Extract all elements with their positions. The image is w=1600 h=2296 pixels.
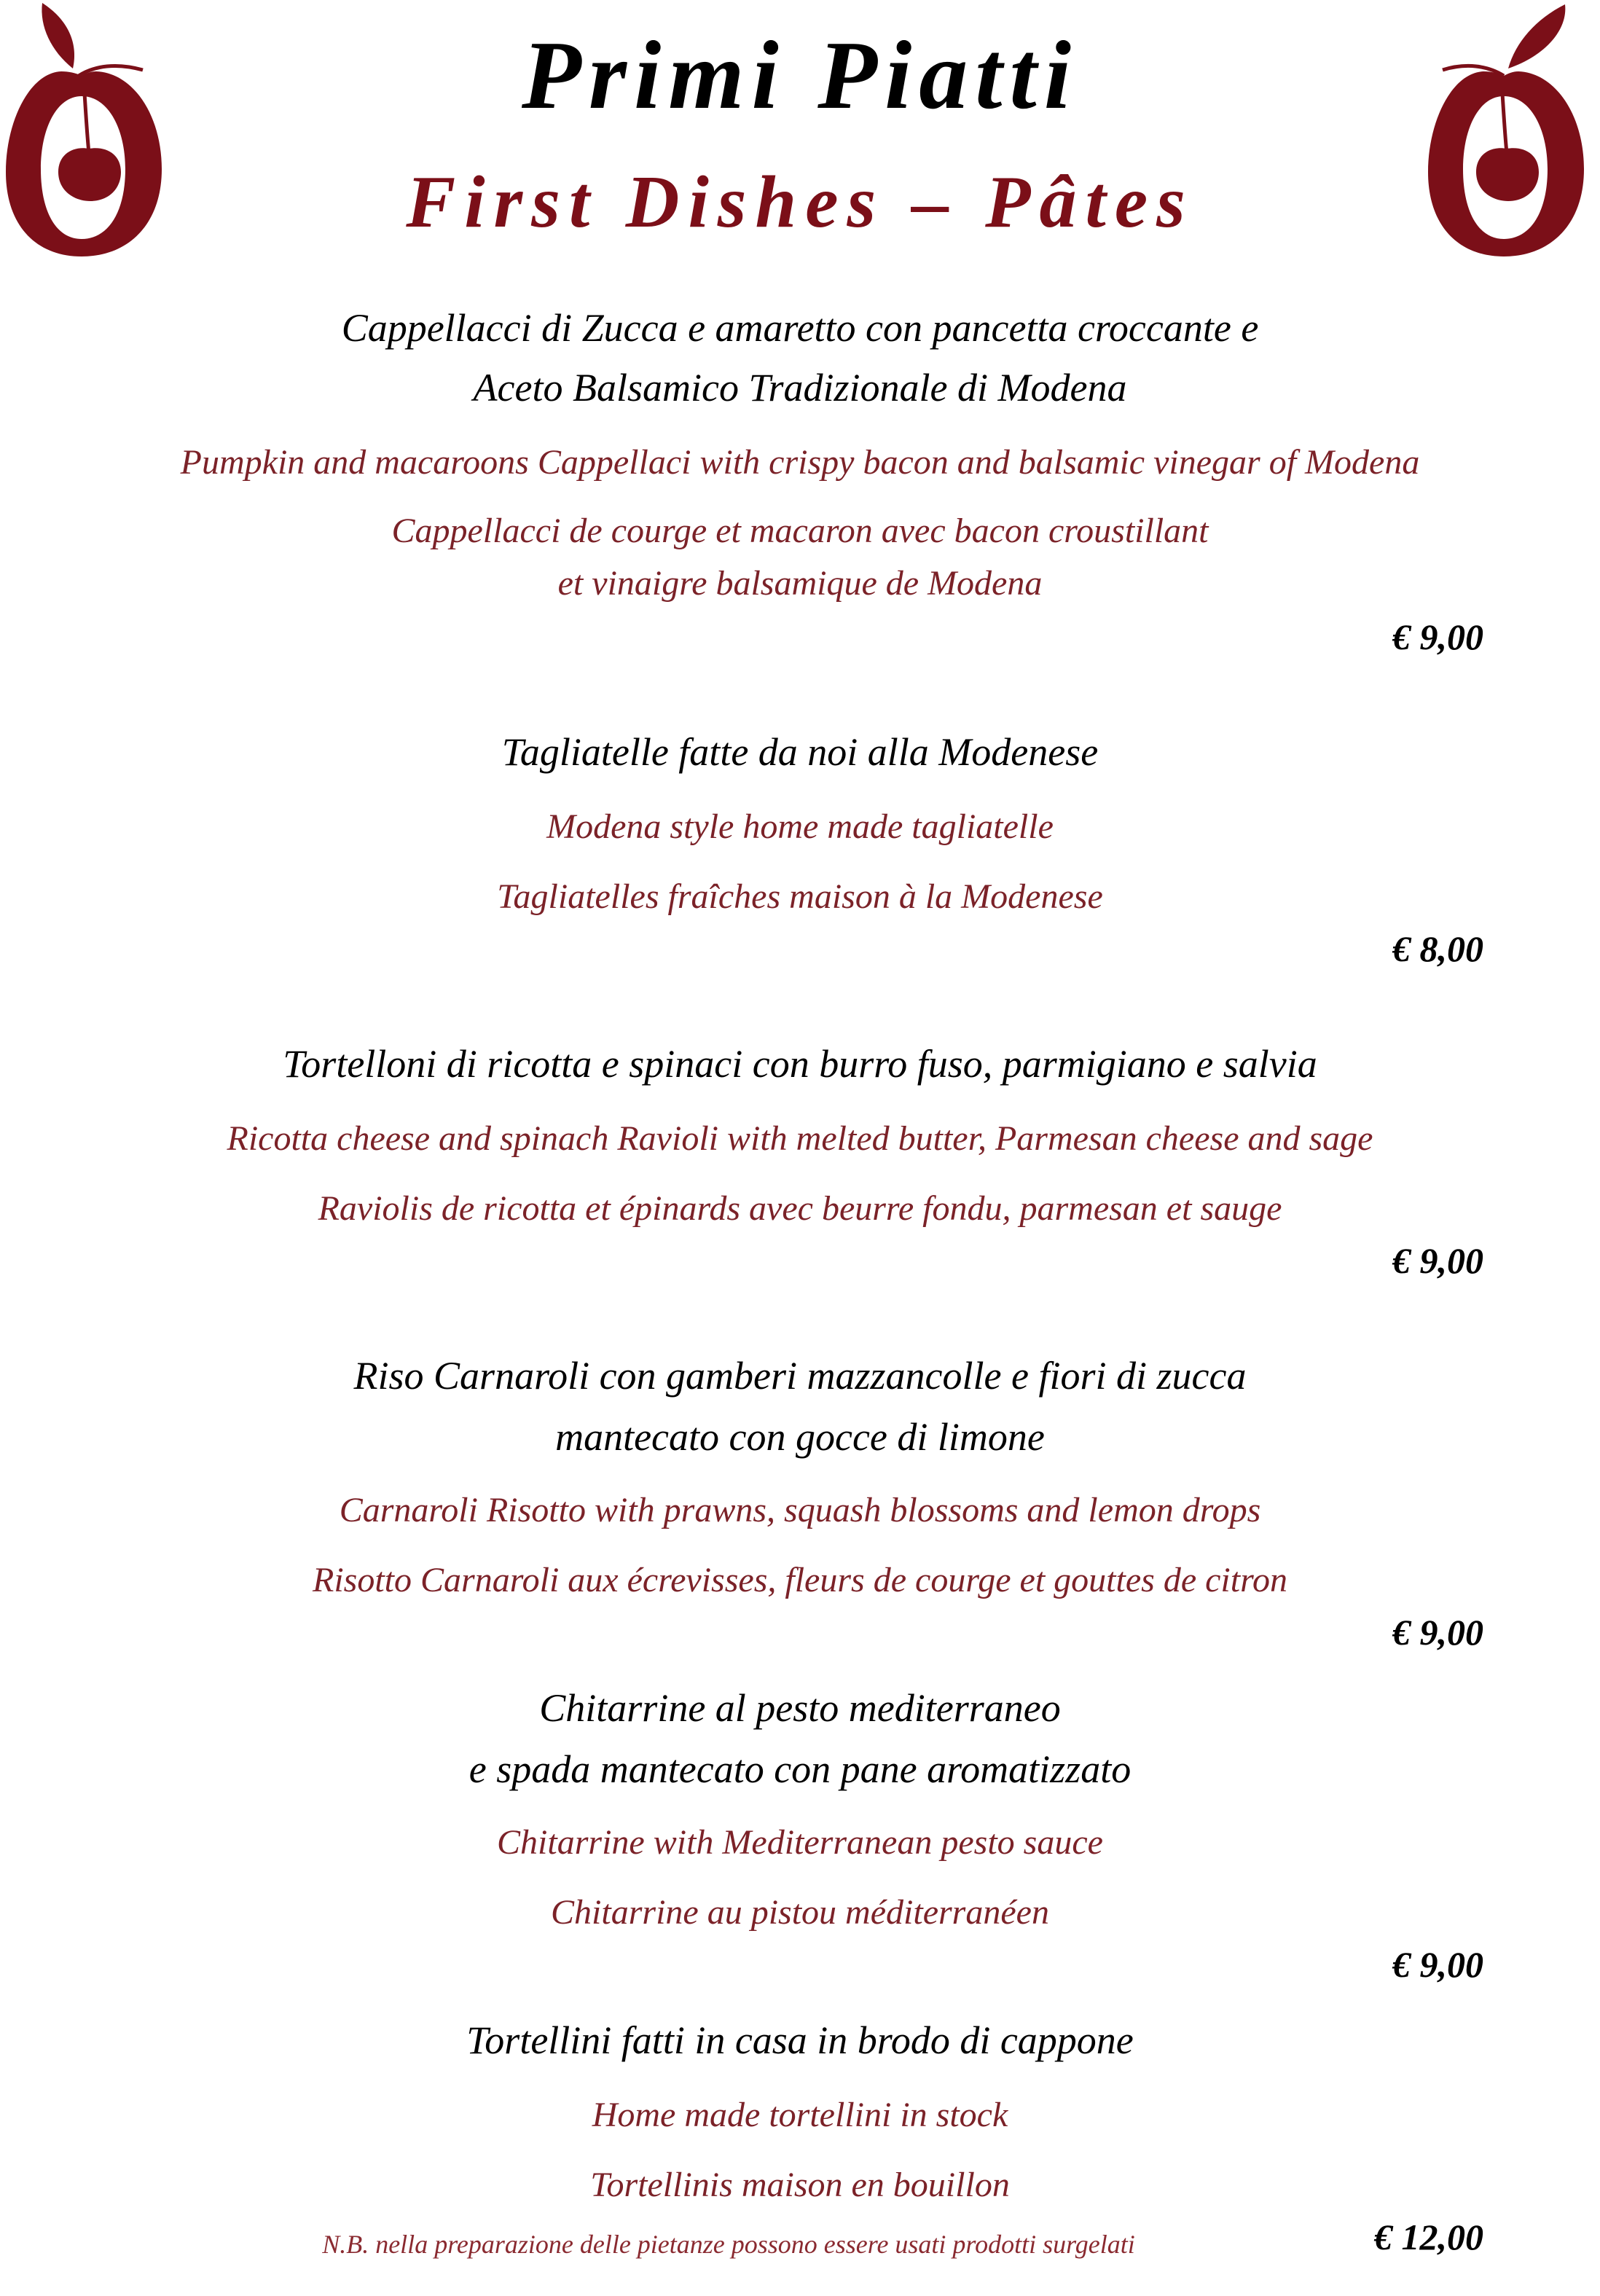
- dish-price: € 9,00: [1392, 1944, 1483, 1985]
- dish-name-french: Raviolis de ricotta et épinards avec beurre fondu, parmesan et sauge: [318, 1189, 1282, 1228]
- dish-name-french: Chitarrine au pistou méditerranéen: [551, 1893, 1049, 1932]
- dish-name-french: Cappellacci de courge et macaron avec bacon croustillant: [391, 512, 1209, 550]
- dish-name-italian: Tortelloni di ricotta e spinaci con burro fuso, parmigiano e salvia: [283, 1042, 1317, 1086]
- dish-price: € 12,00: [1374, 2217, 1483, 2257]
- footer-note: N.B. nella preparazione delle pietanze possono essere usati prodotti surgelati: [322, 2230, 1135, 2259]
- dish-name-italian: mantecato con gocce di limone: [555, 1415, 1045, 1459]
- dish-name-english: Carnaroli Risotto with prawns, squash blossoms and lemon drops: [339, 1491, 1261, 1529]
- dish-name-french: Risotto Carnaroli aux écrevisses, fleurs de courge et gouttes de citron: [313, 1561, 1287, 1599]
- page-title: Primi Piatti: [522, 21, 1078, 129]
- dish-price: € 9,00: [1392, 1612, 1483, 1653]
- dish-name-french: Tagliatelles fraîches maison à la Modenese: [497, 877, 1103, 916]
- dish-name-italian: Aceto Balsamico Tradizionale di Modena: [473, 366, 1127, 410]
- dish-name-italian: Tagliatelle fatte da noi alla Modenese: [501, 730, 1099, 774]
- dish-name-english: Ricotta cheese and spinach Ravioli with melted butter, Parmesan cheese and sage: [227, 1119, 1373, 1158]
- dish-price: € 9,00: [1392, 616, 1483, 657]
- dish-price: € 8,00: [1392, 928, 1483, 969]
- dish-name-english: Pumpkin and macaroons Cappellaci with crispy bacon and balsamic vinegar of Modena: [180, 443, 1420, 482]
- dish-name-italian: Cappellacci di Zucca e amaretto con pancetta croccante e: [341, 306, 1259, 350]
- dish-name-italian: Tortellini fatti in casa in brodo di cappone: [466, 2018, 1134, 2062]
- page-subtitle: First Dishes – Pâtes: [406, 161, 1194, 243]
- dish-name-english: Home made tortellini in stock: [592, 2096, 1008, 2134]
- dish-name-italian: Riso Carnaroli con gamberi mazzancolle e fiori di zucca: [353, 1354, 1247, 1398]
- dish-price: € 9,00: [1392, 1240, 1483, 1281]
- dish-name-english: Chitarrine with Mediterranean pesto sauce: [497, 1823, 1103, 1862]
- dish-name-english: Modena style home made tagliatelle: [546, 807, 1054, 846]
- dish-name-french: Tortellinis maison en bouillon: [590, 2166, 1010, 2204]
- dish-name-french: et vinaigre balsamique de Modena: [557, 564, 1043, 603]
- dish-name-italian: Chitarrine al pesto mediterraneo: [539, 1686, 1061, 1730]
- dish-name-italian: e spada mantecato con pane aromatizzato: [468, 1747, 1132, 1791]
